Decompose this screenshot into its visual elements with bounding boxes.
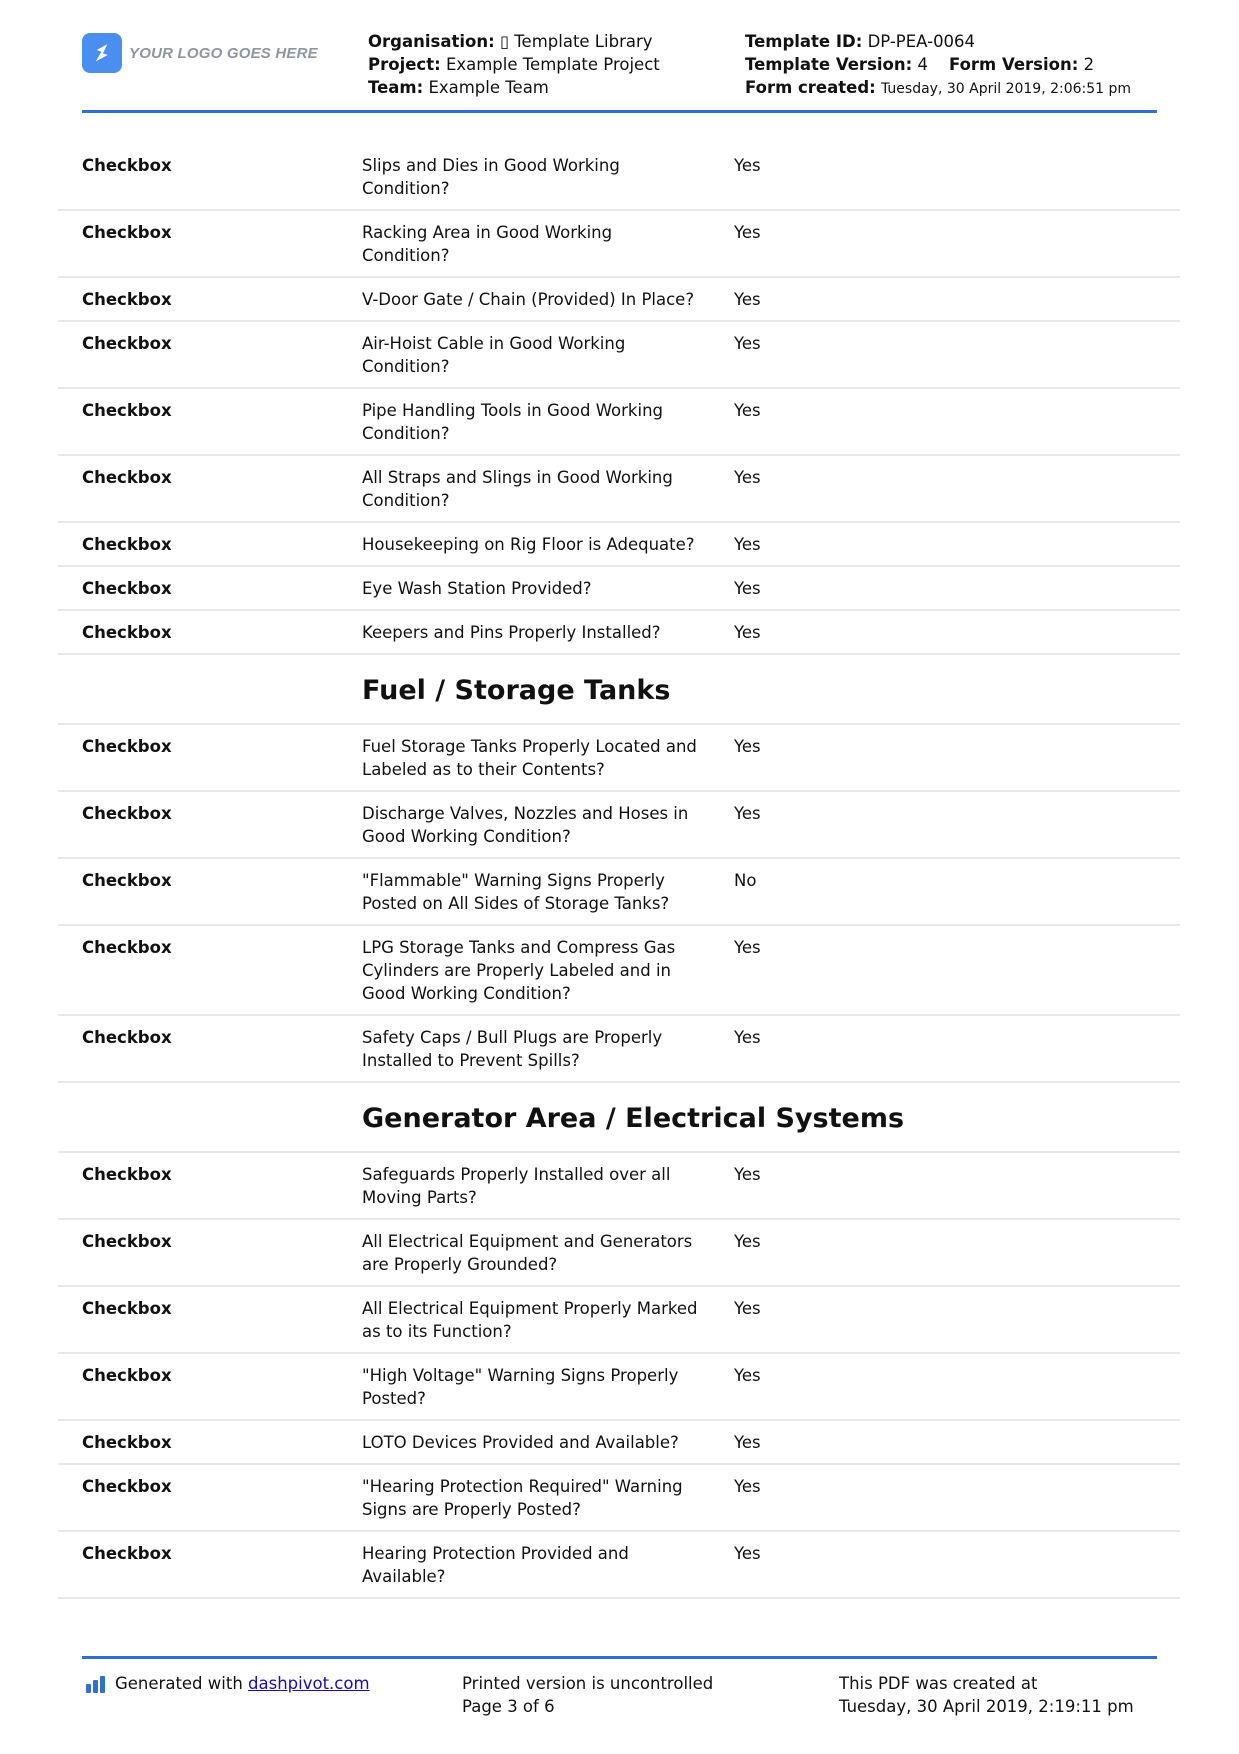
field-answer: Yes: [734, 156, 761, 175]
field-question: Slips and Dies in Good Working Condition?: [362, 156, 620, 198]
field-type: Checkbox: [82, 623, 172, 642]
table-row: [58, 1532, 1180, 1599]
field-question: Housekeeping on Rig Floor is Adequate?: [362, 535, 695, 554]
field-type: Checkbox: [82, 535, 172, 554]
table-row: [58, 1016, 1180, 1083]
created-label: This PDF was created at: [839, 1674, 1038, 1693]
field-question: Safety Caps / Bull Plugs are Properly Installed to Prevent Spills?: [362, 1028, 663, 1070]
field-answer: Yes: [734, 938, 761, 957]
field-type: Checkbox: [82, 871, 172, 890]
field-question: "Flammable" Warning Signs Properly Posted on All Sides of Storage Tanks?: [362, 871, 670, 913]
field-question: Eye Wash Station Provided?: [362, 579, 592, 598]
field-question: Discharge Valves, Nozzles and Hoses in Good Working Condition?: [362, 804, 689, 846]
table-row: [58, 926, 1180, 1016]
table-row: [58, 456, 1180, 523]
field-answer: Yes: [734, 535, 761, 554]
field-type: Checkbox: [82, 1544, 172, 1563]
field-answer: Yes: [734, 1544, 761, 1563]
rows-general: [0, 144, 1239, 655]
field-type: Checkbox: [82, 223, 172, 242]
field-question: "High Voltage" Warning Signs Properly Posted?: [362, 1366, 679, 1408]
field-question: Hearing Protection Provided and Available?: [362, 1544, 629, 1586]
field-type: Checkbox: [82, 737, 172, 756]
footer-created: [839, 1672, 1134, 1718]
field-type: Checkbox: [82, 1299, 172, 1318]
field-type: Checkbox: [82, 290, 172, 309]
field-answer: Yes: [734, 401, 761, 420]
organisation-value: ▯ Template Library: [499, 32, 653, 51]
field-question: Racking Area in Good Working Condition?: [362, 223, 613, 265]
field-question: LPG Storage Tanks and Compress Gas Cylinders are Properly Labeled and in Good Working Condition?: [362, 938, 676, 1003]
field-type: Checkbox: [82, 401, 172, 420]
field-type: Checkbox: [82, 579, 172, 598]
form-created-label: Form created:: [745, 78, 876, 97]
template-version-value: 4: [917, 55, 928, 74]
field-question: All Straps and Slings in Good Working Condition?: [362, 468, 673, 510]
organisation-label: Organisation:: [368, 32, 495, 51]
table-row: [58, 322, 1180, 389]
field-answer: Yes: [734, 1028, 761, 1047]
field-answer: Yes: [734, 804, 761, 823]
logo-text: YOUR LOGO GOES HERE: [129, 44, 318, 62]
table-row: [58, 1220, 1180, 1287]
uncontrolled-text: Printed version is uncontrolled: [462, 1674, 714, 1693]
field-answer: Yes: [734, 1433, 761, 1452]
table-row: [58, 1287, 1180, 1354]
company-logo: [82, 33, 318, 73]
field-answer: Yes: [734, 290, 761, 309]
field-answer: Yes: [734, 223, 761, 242]
field-type: Checkbox: [82, 468, 172, 487]
field-type: Checkbox: [82, 1232, 172, 1251]
table-row: [58, 1354, 1180, 1421]
table-row: [58, 859, 1180, 926]
template-id-value: DP-PEA-0064: [867, 32, 976, 51]
field-type: Checkbox: [82, 334, 172, 353]
template-version-label: Template Version:: [745, 55, 913, 74]
logo-icon: [82, 33, 122, 73]
field-type: Checkbox: [82, 1477, 172, 1496]
footer-status: [462, 1672, 713, 1718]
project-value: Example Template Project: [445, 55, 660, 74]
template-meta: [745, 30, 1131, 101]
field-type: Checkbox: [82, 938, 172, 957]
field-type: Checkbox: [82, 1165, 172, 1184]
field-question: Keepers and Pins Properly Installed?: [362, 623, 661, 642]
field-type: Checkbox: [82, 1028, 172, 1047]
footer-generated: [86, 1672, 370, 1695]
form-version-label: Form Version:: [948, 55, 1079, 74]
table-row: [58, 144, 1180, 211]
field-answer: Yes: [734, 1477, 761, 1496]
bar-chart-icon: [86, 1675, 107, 1693]
field-answer: Yes: [734, 1366, 761, 1385]
field-question: V-Door Gate / Chain (Provided) In Place?: [362, 290, 695, 309]
form-content: [0, 144, 1239, 1599]
field-answer: Yes: [734, 1232, 761, 1251]
field-answer: Yes: [734, 334, 761, 353]
table-row: [58, 1153, 1180, 1220]
field-question: All Electrical Equipment and Generators are Properly Grounded?: [362, 1232, 693, 1274]
template-id-label: Template ID:: [745, 32, 863, 51]
team-value: Example Team: [428, 78, 549, 97]
table-row: [58, 1421, 1180, 1465]
project-label: Project:: [368, 55, 441, 74]
field-answer: Yes: [734, 623, 761, 642]
team-label: Team:: [368, 78, 424, 97]
table-row: [58, 1465, 1180, 1532]
table-row: [58, 792, 1180, 859]
field-question: Safeguards Properly Installed over all Moving Parts?: [362, 1165, 671, 1207]
table-row: [58, 725, 1180, 792]
field-answer: No: [734, 871, 757, 890]
org-meta: [368, 30, 660, 99]
rows-generator-electrical: [0, 1153, 1239, 1599]
generated-text: Generated with: [115, 1674, 249, 1693]
field-question: Air-Hoist Cable in Good Working Condition?: [362, 334, 626, 376]
field-type: Checkbox: [82, 1433, 172, 1452]
field-question: Fuel Storage Tanks Properly Located and Labeled as to their Contents?: [362, 737, 697, 779]
page-number: Page 3 of 6: [462, 1697, 555, 1716]
field-answer: Yes: [734, 468, 761, 487]
field-type: Checkbox: [82, 804, 172, 823]
field-answer: Yes: [734, 1299, 761, 1318]
field-type: Checkbox: [82, 1366, 172, 1385]
field-answer: Yes: [734, 579, 761, 598]
field-question: "Hearing Protection Required" Warning Signs are Properly Posted?: [362, 1477, 683, 1519]
field-question: Pipe Handling Tools in Good Working Condition?: [362, 401, 664, 443]
page-header: [0, 0, 1239, 114]
section-fuel-storage: [58, 655, 1180, 725]
table-row: [58, 611, 1180, 655]
form-created-value: Tuesday, 30 April 2019, 2:06:51 pm: [881, 81, 1132, 97]
created-timestamp: Tuesday, 30 April 2019, 2:19:11 pm: [839, 1697, 1134, 1716]
field-answer: Yes: [734, 737, 761, 756]
table-row: [58, 211, 1180, 278]
section-title: Fuel / Storage Tanks: [362, 675, 671, 706]
table-row: [58, 567, 1180, 611]
field-type: Checkbox: [82, 156, 172, 175]
header-divider: [82, 110, 1157, 113]
footer-divider: [82, 1656, 1157, 1659]
field-answer: Yes: [734, 1165, 761, 1184]
table-row: [58, 278, 1180, 322]
field-question: All Electrical Equipment Properly Marked as to its Function?: [362, 1299, 698, 1341]
form-version-value: 2: [1083, 55, 1095, 74]
table-row: [58, 389, 1180, 456]
section-title: Generator Area / Electrical Systems: [362, 1103, 905, 1134]
dashpivot-link[interactable]: dashpivot.com: [248, 1674, 370, 1693]
table-row: [58, 523, 1180, 567]
section-generator-electrical: [58, 1083, 1180, 1153]
rows-fuel-storage: [0, 725, 1239, 1083]
field-question: LOTO Devices Provided and Available?: [362, 1433, 679, 1452]
